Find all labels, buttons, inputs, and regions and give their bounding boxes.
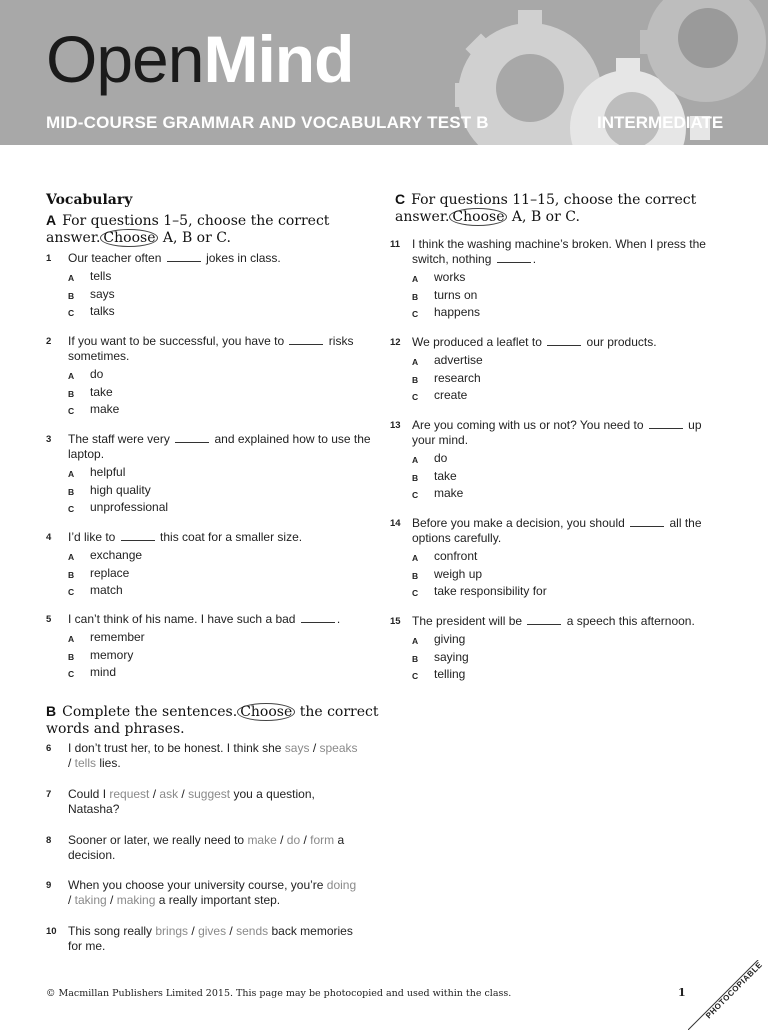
- photocopiable-corner: [688, 960, 768, 1030]
- word-choice[interactable]: ask: [159, 787, 179, 801]
- option-letter: B: [412, 472, 419, 483]
- question-number: 9: [46, 880, 52, 891]
- option-letter: C: [412, 588, 419, 598]
- question-text-before: Before you make a decision, you should: [412, 516, 629, 530]
- option-letter: B: [412, 653, 419, 664]
- logo-open: Open: [46, 22, 204, 96]
- sentence-text: back memories for me.: [68, 924, 353, 953]
- section-a-instructions: [46, 212, 386, 247]
- question-number: 6: [46, 743, 52, 754]
- question-text-before: I think the washing machine’s broken. When I press the switch, nothing: [412, 237, 706, 266]
- question-text-after: up your mind.: [412, 418, 702, 447]
- question-text: [412, 335, 717, 350]
- logo-mind: Mind: [203, 22, 354, 96]
- option-text: advertise: [434, 353, 483, 367]
- option-letter: B: [68, 290, 75, 301]
- question-text: [412, 418, 717, 448]
- section-b-letter: B: [46, 703, 57, 719]
- question-number: 1: [46, 253, 52, 264]
- question-text-after: all the options carefully.: [412, 516, 702, 545]
- question-text: [412, 516, 717, 546]
- word-choice[interactable]: tells: [74, 756, 97, 770]
- section-a-text: For questions 1–5, choose the correct answer.: [46, 213, 330, 246]
- question-number: 5: [46, 614, 52, 625]
- word-choice[interactable]: says: [284, 741, 310, 755]
- sentence-text: Could I: [68, 787, 110, 801]
- sentence-text: /: [188, 924, 199, 938]
- section-a-letter: A: [46, 212, 57, 228]
- word-choice[interactable]: do: [286, 833, 301, 847]
- question-text-before: I can’t think of his name. I have such a bad: [68, 612, 299, 626]
- option-letter: C: [68, 406, 75, 416]
- question-text-after: risks sometimes.: [68, 334, 354, 363]
- answer-blank: [547, 335, 581, 346]
- option-letter: A: [412, 357, 419, 367]
- question-text: [68, 741, 358, 771]
- question-text-before: The president will be: [412, 614, 526, 628]
- question-text-before: We produced a leaflet to: [412, 335, 546, 349]
- option-text: unprofessional: [90, 500, 169, 514]
- sentence-text: /: [149, 787, 160, 801]
- question-text: [68, 432, 373, 462]
- option-letter: C: [412, 309, 419, 319]
- question-text-after: this coat for a smaller size.: [156, 530, 303, 544]
- option-text: weigh up: [434, 566, 483, 581]
- answer-blank: [497, 252, 531, 263]
- sentence-text: a decision.: [68, 833, 345, 862]
- photocopiable-label: PHOTOCOPIABLE: [704, 960, 765, 1021]
- copyright-footer: © Macmillan Publishers Limited 2015. This page may be photocopied and used within the class.: [46, 988, 512, 999]
- question-text-after: and explained how to use the laptop.: [68, 432, 371, 461]
- word-choice[interactable]: taking: [74, 893, 107, 907]
- option-letter: B: [412, 291, 419, 302]
- question-text: [68, 612, 373, 627]
- section-c-text-end: A, B or C.: [507, 209, 580, 225]
- option-letter: B: [68, 388, 75, 399]
- option-letter: C: [68, 669, 75, 679]
- question-number: 4: [46, 532, 52, 543]
- sentence-text: you a question, Natasha?: [68, 787, 315, 816]
- word-choice[interactable]: making: [116, 893, 156, 907]
- question-number: 8: [46, 835, 52, 846]
- option-text: remember: [90, 630, 145, 644]
- option-text: exchange: [90, 548, 143, 562]
- open-mind-logo: [46, 22, 354, 96]
- word-choice[interactable]: doing: [326, 878, 357, 892]
- sentence-text: /: [68, 756, 75, 770]
- option-text: replace: [90, 565, 130, 580]
- question-number: 15: [390, 616, 401, 627]
- question-number: 11: [390, 239, 401, 250]
- option-text: mind: [90, 665, 117, 679]
- question-text: [412, 614, 717, 629]
- option-letter: A: [68, 273, 75, 283]
- option-letter: B: [68, 651, 75, 662]
- option-text: giving: [434, 632, 466, 646]
- option-text: make: [434, 486, 464, 500]
- question-text-before: Our teacher often: [68, 251, 165, 265]
- option-text: high quality: [90, 482, 151, 497]
- option-letter: A: [412, 553, 419, 563]
- section-c-instructions: [395, 191, 735, 226]
- answer-blank: [175, 432, 209, 443]
- vocabulary-heading: Vocabulary: [46, 192, 133, 208]
- sentence-text: /: [226, 924, 237, 938]
- question-number: 12: [390, 337, 401, 348]
- question-text-after: .: [532, 252, 537, 266]
- question-text-before: If you want to be successful, you have to: [68, 334, 288, 348]
- question-number: 3: [46, 434, 52, 445]
- option-text: saying: [434, 649, 469, 664]
- word-choice[interactable]: make: [247, 833, 277, 847]
- option-text: memory: [90, 647, 134, 662]
- sentence-text: Sooner or later, we really need to: [68, 833, 248, 847]
- word-choice[interactable]: sends: [236, 924, 269, 938]
- option-text: do: [434, 451, 448, 465]
- option-text: match: [90, 583, 123, 597]
- question-text: [68, 833, 358, 863]
- option-text: talks: [90, 304, 115, 318]
- question-text: [412, 237, 717, 267]
- sentence-text: /: [106, 893, 117, 907]
- question-text-after: .: [336, 612, 341, 626]
- question-number: 13: [390, 420, 401, 431]
- page-header: [0, 0, 768, 145]
- word-choice[interactable]: suggest: [188, 787, 231, 801]
- answer-blank: [301, 612, 335, 623]
- sentence-text: This song really: [68, 924, 156, 938]
- option-text: tells: [90, 269, 112, 283]
- word-choice[interactable]: form: [310, 833, 335, 847]
- sentence-text: /: [276, 833, 287, 847]
- option-text: confront: [434, 549, 478, 563]
- question-number: 14: [390, 518, 401, 529]
- question-text-after: our products.: [583, 335, 657, 349]
- option-text: take: [434, 468, 457, 483]
- option-letter: C: [68, 308, 75, 318]
- option-text: take responsibility for: [434, 584, 547, 598]
- option-letter: A: [68, 371, 75, 381]
- option-text: create: [434, 388, 468, 402]
- word-choice[interactable]: gives: [198, 924, 227, 938]
- question-text-before: The staff were very: [68, 432, 174, 446]
- option-text: take: [90, 384, 113, 399]
- option-letter: B: [68, 486, 75, 497]
- question-text-after: a speech this afternoon.: [563, 614, 695, 628]
- level-label: INTERMEDIATE: [597, 113, 724, 132]
- section-b-text-end: the correct words and phrases.: [46, 704, 379, 737]
- option-letter: A: [68, 469, 75, 479]
- section-b-instructions: [46, 703, 386, 738]
- question-text-before: I’d like to: [68, 530, 119, 544]
- option-letter: C: [412, 671, 419, 681]
- question-number: 10: [46, 926, 57, 937]
- option-text: works: [434, 270, 466, 284]
- question-number: 2: [46, 336, 52, 347]
- test-title: MID-COURSE GRAMMAR AND VOCABULARY TEST B: [46, 113, 489, 132]
- question-number: 7: [46, 789, 52, 800]
- option-letter: B: [68, 569, 75, 580]
- answer-blank: [167, 251, 201, 262]
- word-choice[interactable]: speaks: [319, 741, 358, 755]
- page-number: 1: [678, 986, 686, 999]
- option-letter: A: [68, 634, 75, 644]
- option-letter: A: [412, 636, 419, 646]
- word-choice[interactable]: brings: [155, 924, 189, 938]
- option-text: telling: [434, 667, 466, 681]
- answer-blank: [121, 530, 155, 541]
- option-letter: C: [412, 392, 419, 402]
- option-text: says: [90, 286, 115, 301]
- sentence-text: lies.: [96, 756, 121, 770]
- circled-word: Choose: [449, 208, 507, 226]
- question-text: [68, 334, 373, 364]
- section-a-text-end: A, B or C.: [158, 230, 231, 246]
- question-text-before: Are you coming with us or not? You need to: [412, 418, 647, 432]
- answer-blank: [527, 614, 561, 625]
- sentence-text: /: [178, 787, 189, 801]
- section-c-letter: C: [395, 191, 406, 207]
- question-text: [68, 878, 358, 908]
- option-text: turns on: [434, 287, 478, 302]
- question-text: [68, 787, 358, 817]
- section-c-text: For questions 11–15, choose the correct answer.: [395, 192, 697, 225]
- option-text: do: [90, 367, 104, 381]
- sentence-text: /: [300, 833, 311, 847]
- option-text: research: [434, 370, 481, 385]
- option-text: happens: [434, 305, 481, 319]
- sentence-text: /: [309, 741, 320, 755]
- option-letter: B: [412, 374, 419, 385]
- question-text: [68, 251, 373, 266]
- question-text: [68, 924, 358, 954]
- answer-blank: [630, 516, 664, 527]
- answer-blank: [289, 334, 323, 345]
- option-text: helpful: [90, 465, 126, 479]
- circled-word: Choose: [237, 703, 295, 721]
- word-choice[interactable]: request: [109, 787, 150, 801]
- section-b-text: Complete the sentences.: [62, 704, 238, 720]
- sentence-text: When you choose your university course, you’re: [68, 878, 327, 892]
- question-text-after: jokes in class.: [202, 251, 281, 265]
- sentence-text: a really important step.: [155, 893, 281, 907]
- sentence-text: I don’t trust her, to be honest. I think she: [68, 741, 285, 755]
- answer-blank: [649, 418, 683, 429]
- question-text: [68, 530, 373, 545]
- option-letter: C: [68, 504, 75, 514]
- option-letter: A: [68, 552, 75, 562]
- option-letter: A: [412, 274, 419, 284]
- sentence-text: /: [68, 893, 75, 907]
- option-letter: C: [412, 490, 419, 500]
- option-letter: C: [68, 587, 75, 597]
- circled-word: Choose: [100, 229, 158, 247]
- option-letter: B: [412, 570, 419, 581]
- option-text: make: [90, 402, 120, 416]
- option-letter: A: [412, 455, 419, 465]
